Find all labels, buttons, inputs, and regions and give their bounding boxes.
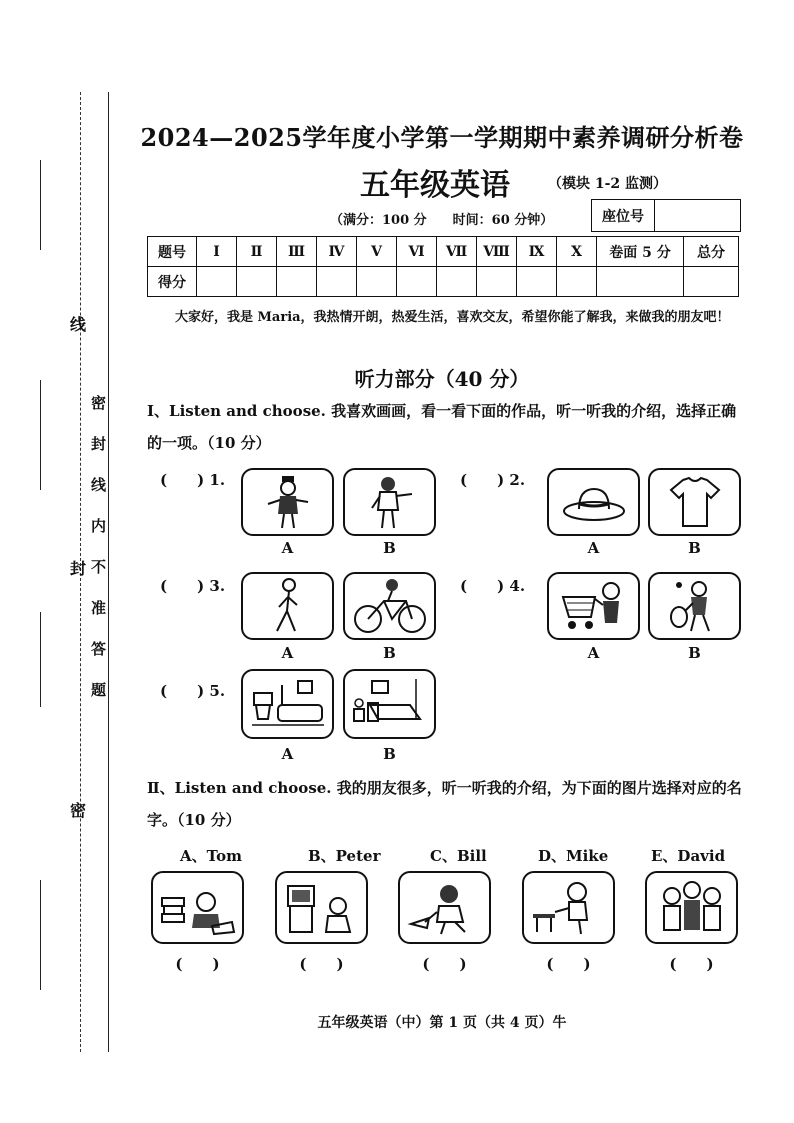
person-icon [360,474,420,530]
playing-child-icon [405,878,485,938]
score-row-label: 得分 [148,267,197,297]
section-title: 听力部分（40 分） [354,367,530,391]
score-cell: Ⅶ [437,237,477,267]
exam-meta: （满分：100 分 时间：60 分钟） [330,213,554,228]
name-option-tom: A、Tom [180,847,242,865]
name-option-bill: C、Bill [430,847,487,865]
bathroom-icon [248,675,328,733]
q5-option-a-image[interactable] [241,669,334,739]
q5-label-b: B [383,745,396,763]
score-input-cell[interactable] [357,267,397,297]
question-1-number[interactable]: ( ) 1. [160,471,226,489]
q2-label-a: A [587,539,600,557]
q2-option-b-image[interactable] [648,468,741,536]
bicycle-icon [350,577,430,635]
score-input-cell[interactable] [517,267,557,297]
score-cell: Ⅹ [557,237,597,267]
q4-label-a: A [587,644,600,662]
question-3-number[interactable]: ( ) 3. [160,577,226,595]
hat-icon [559,477,629,527]
part2-instruction: Ⅱ、Listen and choose. 我的朋友很多，听一听我的介绍，为下面的图片选择对应的名字。（10 分） [147,779,742,829]
q5-label-a: A [281,745,294,763]
friend-image-2[interactable] [275,871,368,944]
module-note: （模块 1-2 监测） [548,176,668,192]
score-cell: Ⅰ [197,237,237,267]
answer-blank-1[interactable]: ( ) [175,955,220,973]
answer-blank-4[interactable]: ( ) [546,955,591,973]
tshirt-icon [665,474,725,530]
score-input-cell[interactable] [317,267,357,297]
q5-option-b-image[interactable] [343,669,436,739]
subject-title: 五年级英语 [360,168,510,203]
family-icon [652,878,732,938]
q4-option-a-image[interactable] [547,572,640,640]
chef-icon [258,474,318,530]
friend-image-4[interactable] [522,871,615,944]
q2-label-b: B [688,539,701,557]
question-2-number[interactable]: ( ) 2. [460,471,526,489]
friend-image-3[interactable] [398,871,491,944]
score-cell: 卷面 5 分 [597,237,684,267]
score-cell: Ⅸ [517,237,557,267]
score-cell: Ⅲ [277,237,317,267]
answer-blank-5[interactable]: ( ) [669,955,714,973]
question-5-number[interactable]: ( ) 5. [160,682,226,700]
score-cell: Ⅳ [317,237,357,267]
score-input-cell[interactable] [237,267,277,297]
tennis-player-icon [665,577,725,635]
score-input-cell[interactable] [597,267,684,297]
q1-option-a-image[interactable] [241,468,334,536]
binding-xian: 线 [70,315,87,334]
q1-option-b-image[interactable] [343,468,436,536]
q2-option-a-image[interactable] [547,468,640,536]
q3-label-a: A [281,644,294,662]
score-input-cell[interactable] [557,267,597,297]
seat-number-label: 座位号 [592,200,655,231]
watching-tv-icon [282,878,362,938]
q1-label-b: B [383,539,396,557]
exam-title: 2024—2025学年度小学第一学期期中素养调研分析卷 [140,123,744,152]
score-cell: Ⅱ [237,237,277,267]
binding-blank-3 [40,612,41,707]
answer-blank-3[interactable]: ( ) [422,955,467,973]
seat-number-field[interactable] [655,200,740,231]
q3-option-a-image[interactable] [241,572,334,640]
score-cell: 题号 [148,237,197,267]
binding-blank-1 [40,160,41,250]
score-table-header-row [148,237,739,267]
page-footer: 五年级英语（中）第 1 页（共 4 页）牛 [317,1015,567,1031]
score-cell: 总分 [684,237,739,267]
score-table-score-row [148,267,739,297]
score-table [147,236,739,297]
score-input-cell[interactable] [437,267,477,297]
binding-feng: 封 [70,559,87,578]
friend-image-1[interactable] [151,871,244,944]
q3-option-b-image[interactable] [343,572,436,640]
score-cell: Ⅷ [477,237,517,267]
score-input-cell[interactable] [684,267,739,297]
seat-number-box [591,199,741,232]
answer-blank-2[interactable]: ( ) [299,955,344,973]
question-4-number[interactable]: ( ) 4. [460,577,526,595]
score-input-cell[interactable] [277,267,317,297]
q4-label-b: B [688,644,701,662]
q1-label-a: A [281,539,294,557]
reading-boy-icon [158,878,238,938]
q4-option-b-image[interactable] [648,572,741,640]
intro-paragraph: 大家好，我是 Maria，我热情开朗，热爱生活，喜欢交友，希望你能了解我，来做我的朋友吧！ [175,310,730,325]
binding-blank-2 [40,380,41,490]
name-option-mike: D、Mike [538,847,609,865]
friend-image-5[interactable] [645,871,738,944]
binding-notice: 密封线内不准答题 [89,395,107,723]
score-input-cell[interactable] [197,267,237,297]
bedroom-icon [350,675,430,733]
score-input-cell[interactable] [477,267,517,297]
score-input-cell[interactable] [397,267,437,297]
score-cell: Ⅵ [397,237,437,267]
q3-label-b: B [383,644,396,662]
walking-person-icon [263,577,313,635]
name-option-peter: B、Peter [308,847,381,865]
score-cell: Ⅴ [357,237,397,267]
binding-blank-4 [40,880,41,990]
shopping-cart-icon [559,577,629,635]
name-option-david: E、David [651,847,726,865]
part1-instruction: Ⅰ、Listen and choose. 我喜欢画画，看一看下面的作品，听一听我的介绍，选择正确的一项。（10 分） [147,402,737,452]
binding-mi: 密 [70,801,87,820]
sitting-boy-icon [529,878,609,938]
